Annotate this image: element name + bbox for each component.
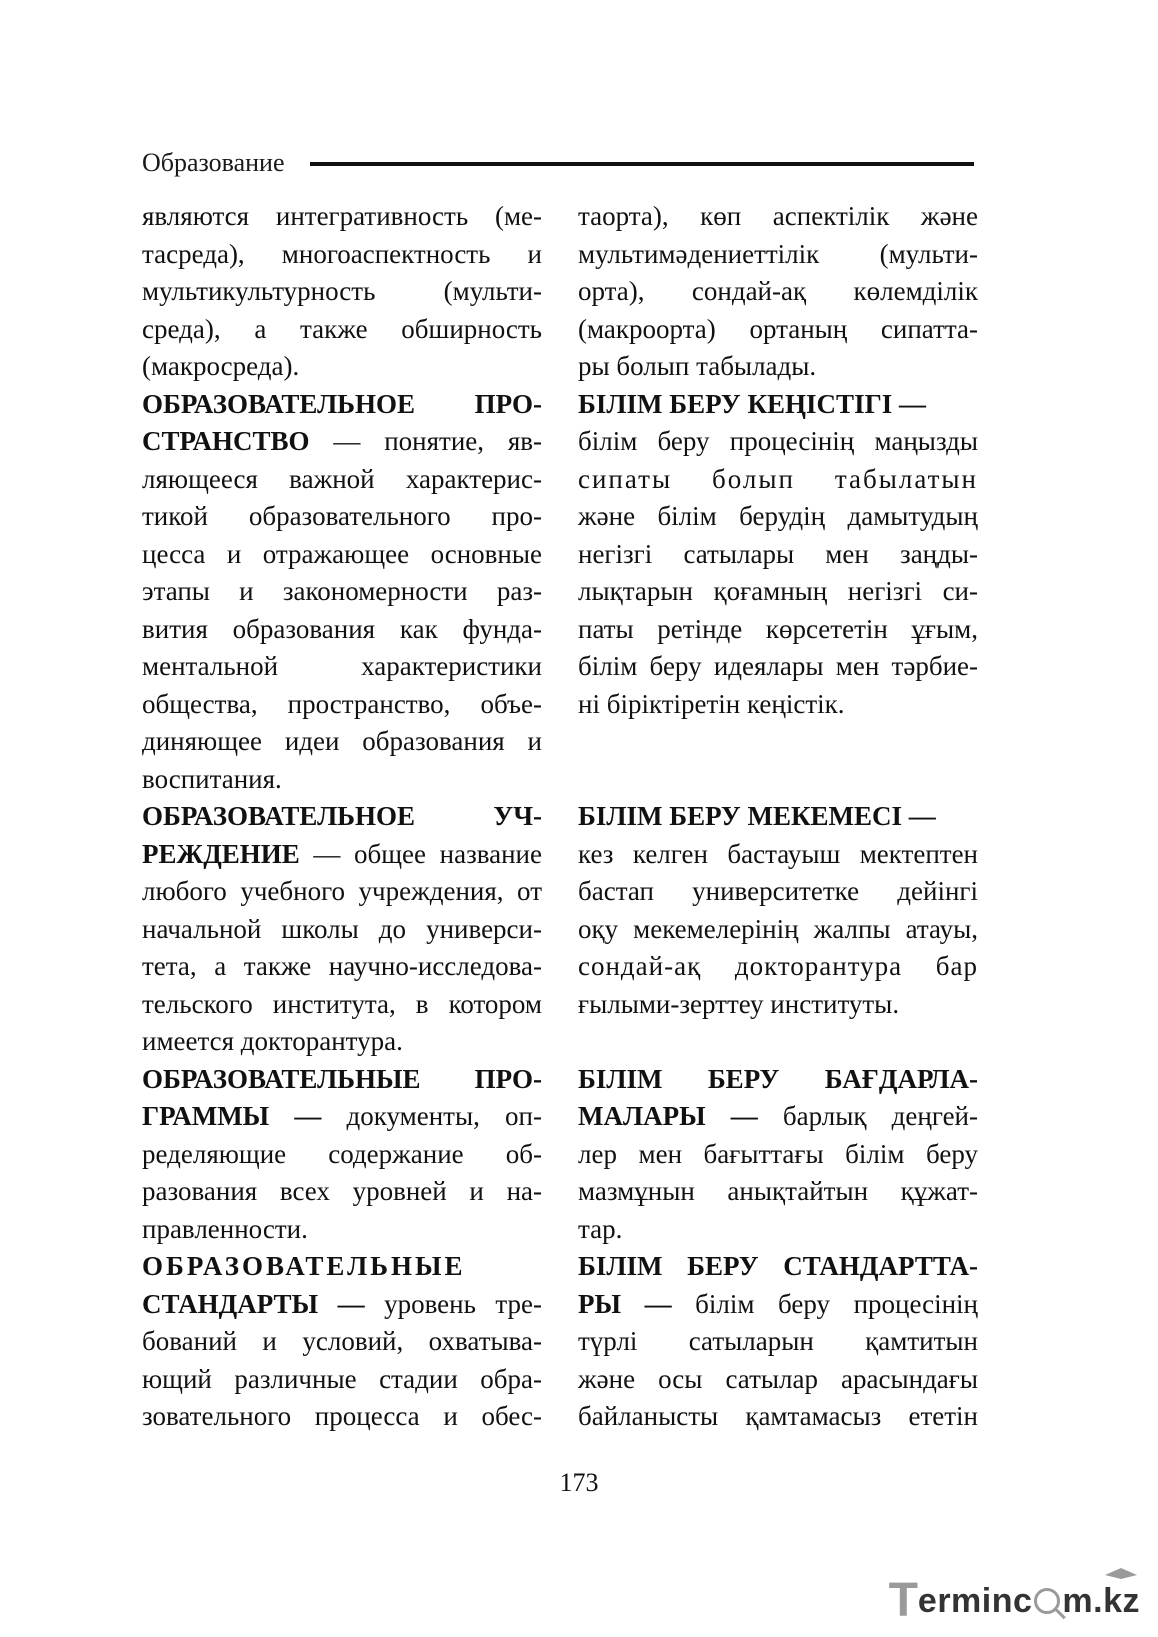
entry-bilim-beru-mekemesi xyxy=(578,798,978,1023)
entry-bilim-beru-standarttary xyxy=(578,1248,978,1436)
entry-continuation-left xyxy=(142,198,542,386)
text-line: білім беру идеялары мен тәрбие- xyxy=(578,651,978,681)
text-line: зовательного процесса и обес- xyxy=(142,1401,542,1431)
left-column xyxy=(142,198,542,1436)
text-line: среда), а также обширность xyxy=(142,313,542,344)
text-line: және білім берудің дамытудың xyxy=(578,501,978,531)
running-header-title: Образование xyxy=(142,148,285,177)
termincom-logo[interactable] xyxy=(888,1574,1140,1627)
text-line: паты ретінде көрсететін ұғым, xyxy=(578,613,978,644)
entry-educational-programs xyxy=(142,1061,542,1249)
term-heading: ОБРАЗОВАТЕЛЬНОЕ УЧ- xyxy=(142,801,542,831)
text-line: любого учебного учреждения, от xyxy=(142,876,542,906)
text-line: негізгі сатылары мен заңды- xyxy=(578,538,978,569)
text-line: орта), сондай-ақ көлемділік xyxy=(578,276,978,306)
right-column xyxy=(578,198,978,1436)
text-line: байланысты қамтамасыз ететін xyxy=(578,1401,978,1431)
term-heading: БІЛІМ БЕРУ СТАНДАРТТА- xyxy=(578,1251,978,1281)
text-line: мазмұнын анықтайтын құжат- xyxy=(578,1176,978,1206)
text-line: тар. xyxy=(578,1213,623,1244)
entry-bilim-beru-bagdarlamalary xyxy=(578,1061,978,1249)
text-line: сондай-ақ докторантура бар xyxy=(578,951,978,981)
running-header xyxy=(142,144,974,184)
text-line: являются интегративность (ме- xyxy=(142,201,542,231)
term-heading: РЕЖДЕНИЕ xyxy=(142,838,300,869)
term-heading: МАЛАРЫ — xyxy=(578,1101,758,1131)
text-line: ні біріктіретін кеңістік. xyxy=(578,688,845,719)
text-line: диняющее идеи образования и xyxy=(142,726,542,756)
text-line: және осы сатылар арасындағы xyxy=(578,1363,978,1394)
text-line: этапы и закономерности раз- xyxy=(142,576,542,606)
text-line: кез келген бастауыш мектептен xyxy=(578,838,978,869)
text-line: МАЛАРЫ — барлық деңгей- xyxy=(578,1101,978,1131)
text-line: СТРАНСТВО — понятие, яв- xyxy=(142,426,542,456)
text-line: ределяющие содержание об- xyxy=(142,1138,542,1169)
entry-continuation-right xyxy=(578,198,978,386)
text-line: тета, а также научно-исследова- xyxy=(142,951,542,981)
text-line: ющий различные стадии обра- xyxy=(142,1363,542,1394)
text-line: бований и условий, охватыва- xyxy=(142,1326,542,1356)
text-line: СТАНДАРТЫ — уровень тре- xyxy=(142,1288,542,1319)
text-line: имеется докторантура. xyxy=(142,1026,403,1056)
text-line: мультимәдениеттілік (мульти- xyxy=(578,238,978,269)
text-line: (макросреда). xyxy=(142,351,300,381)
term-heading: ОБРАЗОВАТЕЛЬНЫЕ xyxy=(142,1251,466,1281)
magnifier-icon xyxy=(1034,1588,1060,1614)
text-line: ғылыми-зерттеу институты. xyxy=(578,988,900,1019)
term-heading: РЫ — xyxy=(578,1288,672,1319)
text-line: начальной школы до универси- xyxy=(142,913,542,944)
term-heading: БІЛІМ БЕРУ КЕҢІСТІГІ — xyxy=(578,388,927,419)
text-line: бастап университетке дейінгі xyxy=(578,876,978,906)
text-line: ментальной характеристики xyxy=(142,651,542,681)
text-line: білім беру процесінің маңызды xyxy=(578,426,978,456)
entry-educational-institution xyxy=(142,798,542,1061)
text-line: тасреда), многоаспектность и xyxy=(142,238,542,269)
text-line: ляющееся важной характерис- xyxy=(142,463,542,494)
entry-educational-standards xyxy=(142,1248,542,1436)
text-line: мультикультурность (мульти- xyxy=(142,276,542,306)
spacer xyxy=(578,723,978,798)
text-line: РЕЖДЕНИЕ — общее название xyxy=(142,838,542,869)
text-line: общества, пространство, объе- xyxy=(142,688,542,719)
logo-letter-t: T xyxy=(888,1574,918,1627)
text-line: оқу мекемелерінің жалпы атауы, xyxy=(578,913,978,944)
term-heading: СТАНДАРТЫ — xyxy=(142,1288,365,1319)
term-heading: СТРАНСТВО xyxy=(142,426,310,456)
term-heading: БІЛІМ БЕРУ МЕКЕМЕСІ — xyxy=(578,801,936,831)
text-line: вития образования как фунда- xyxy=(142,613,542,644)
text-line: РЫ — білім беру процесінің xyxy=(578,1288,979,1319)
spacer xyxy=(578,1023,978,1061)
text-line: (макроорта) ортаның сипатта- xyxy=(578,313,978,344)
term-heading: ГРАММЫ — xyxy=(142,1101,322,1131)
text-line: правленности. xyxy=(142,1213,308,1244)
text-line: тикой образовательного про- xyxy=(142,501,542,531)
term-heading: ОБРАЗОВАТЕЛЬНОЕ ПРО- xyxy=(142,388,542,419)
entry-educational-space xyxy=(142,386,542,799)
text-line: ГРАММЫ — документы, оп- xyxy=(142,1101,542,1131)
text-line: разования всех уровней и на- xyxy=(142,1176,542,1206)
text-line: түрлі сатыларын қамтитын xyxy=(578,1326,978,1356)
text-line: воспитания. xyxy=(142,763,282,794)
text-line: тельского института, в котором xyxy=(142,988,542,1019)
text-line: таорта), көп аспектілік және xyxy=(578,201,978,231)
term-heading: БІЛІМ БЕРУ БАҒДАРЛА- xyxy=(578,1063,978,1094)
text-line: лықтарын қоғамның негізгі си- xyxy=(578,576,978,606)
text-line: сипаты болып табылатын xyxy=(578,463,978,494)
term-heading: ОБРАЗОВАТЕЛЬНЫЕ ПРО- xyxy=(142,1063,542,1094)
entry-bilim-beru-kenistigi xyxy=(578,386,978,724)
logo-text-middle: erminc xyxy=(917,1582,1033,1620)
text-line: цесса и отражающее основные xyxy=(142,538,542,569)
page-number: 173 xyxy=(559,1468,599,1497)
logo-text-suffix: m.kz xyxy=(1062,1582,1140,1620)
header-rule xyxy=(310,162,974,166)
text-line: ры болып табылады. xyxy=(578,351,817,381)
text-line: лер мен бағыттағы білім беру xyxy=(578,1138,978,1169)
